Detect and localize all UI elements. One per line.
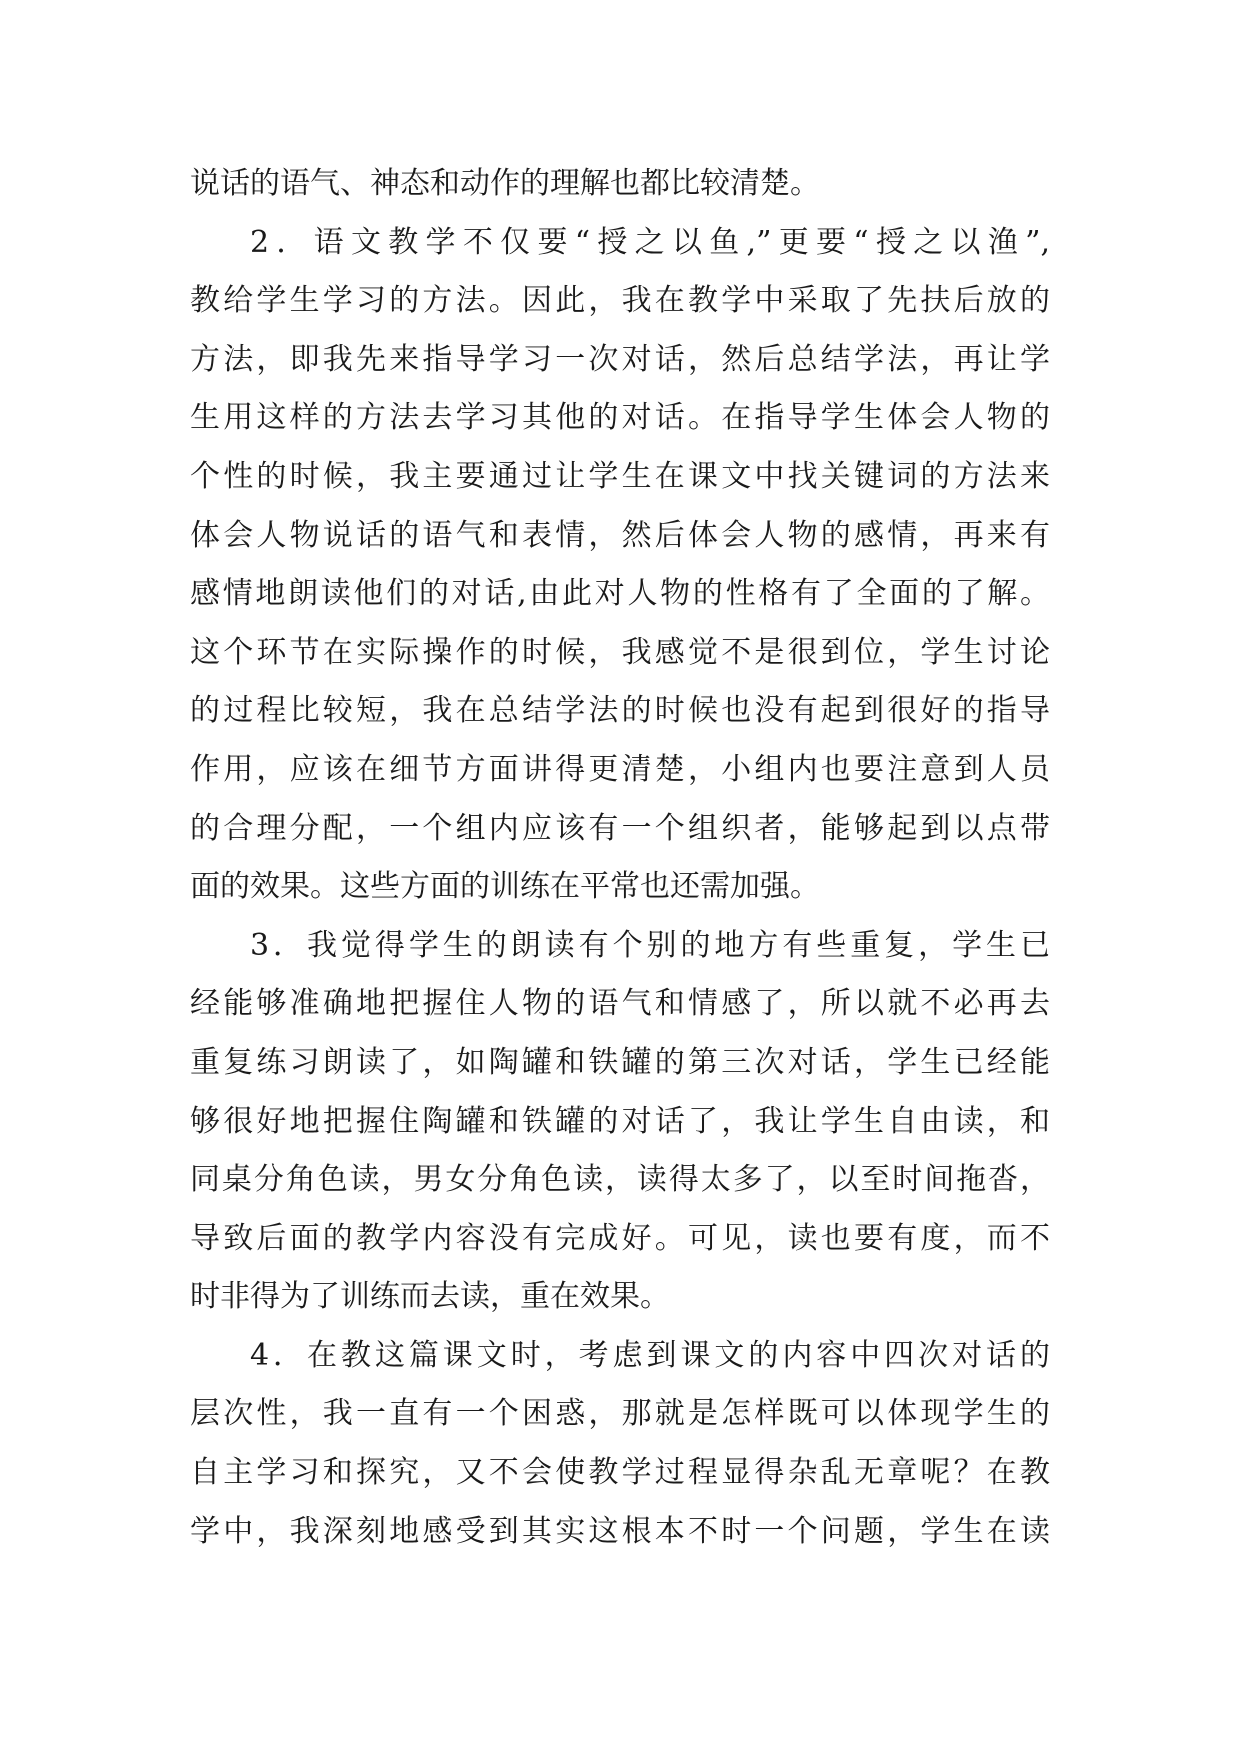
text-line: 够很好地把握住陶罐和铁罐的对话了，我让学生自由读，和	[190, 1103, 1050, 1139]
text-line: 同桌分角色读，男女分角色读，读得太多了，以至时间拖沓，	[190, 1162, 1050, 1198]
text-line: 感情地朗读他们的对话,由此对人物的性格有了全面的了解。	[190, 576, 1050, 612]
text-line: 作用，应该在细节方面讲得更清楚，小组内也要注意到人员	[190, 751, 1050, 787]
text-line: 导致后面的教学内容没有完成好。可见，读也要有度，而不	[190, 1220, 1050, 1256]
text-line: 方法，即我先来指导学习一次对话，然后总结学法，再让学	[190, 341, 1050, 377]
text-line: 体会人物说话的语气和表情，然后体会人物的感情，再来有	[190, 517, 1050, 553]
text-line: 学中，我深刻地感受到其实这根本不时一个问题，学生在读	[190, 1513, 1050, 1549]
text-line: 面的效果。这些方面的训练在平常也还需加强。	[190, 869, 820, 905]
paragraph-4	[190, 1327, 1050, 1561]
text-line: 4．在教这篇课文时，考虑到课文的内容中四次对话的	[250, 1337, 1050, 1373]
text-line: 时非得为了训练而去读，重在效果。	[190, 1279, 670, 1315]
text-line: 教给学生学习的方法。因此，我在教学中采取了先扶后放的	[190, 283, 1050, 319]
text-line: 3．我觉得学生的朗读有个别的地方有些重复，学生已	[250, 927, 1050, 963]
text-line: 经能够准确地把握住人物的语气和情感了，所以就不必再去	[190, 986, 1050, 1022]
text-line: 生用这样的方法去学习其他的对话。在指导学生体会人物的	[190, 400, 1050, 436]
text-line: 的过程比较短，我在总结学法的时候也没有起到很好的指导	[190, 693, 1050, 729]
paragraph-2	[190, 214, 1050, 917]
text-line: 2．语文教学不仅要“授之以鱼,”更要“授之以渔”,	[250, 224, 1050, 260]
text-line: 层次性，我一直有一个困惑，那就是怎样既可以体现学生的	[190, 1396, 1050, 1432]
text-line: 个性的时候，我主要通过让学生在课文中找关键词的方法来	[190, 458, 1050, 494]
text-line: 自主学习和探究，又不会使教学过程显得杂乱无章呢？在教	[190, 1455, 1050, 1491]
document-page	[190, 155, 1050, 1561]
paragraph-3	[190, 917, 1050, 1327]
paragraph-1-continued	[190, 155, 1050, 214]
text-line: 这个环节在实际操作的时候，我感觉不是很到位，学生讨论	[190, 634, 1050, 670]
text-line: 说话的语气、神态和动作的理解也都比较清楚。	[190, 166, 820, 201]
text-line: 重复练习朗读了，如陶罐和铁罐的第三次对话，学生已经能	[190, 1044, 1050, 1080]
text-line: 的合理分配，一个组内应该有一个组织者，能够起到以点带	[190, 810, 1050, 846]
